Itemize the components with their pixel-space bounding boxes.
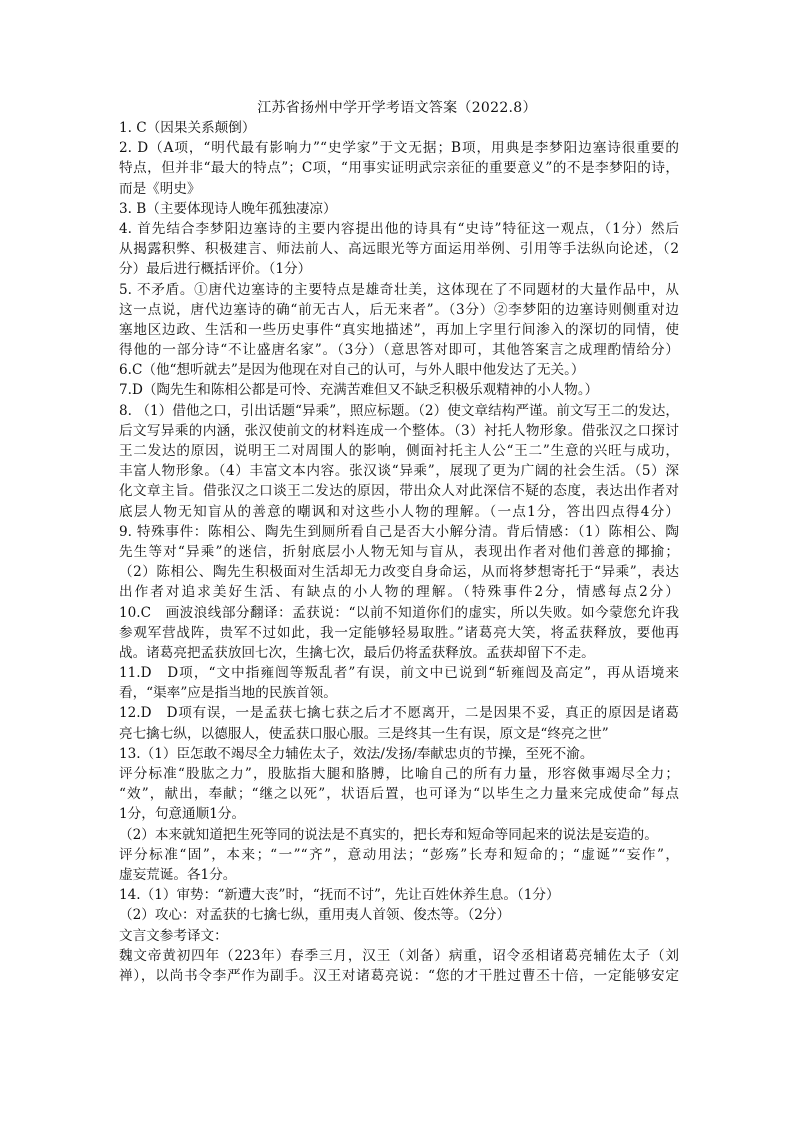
text-line: 1. C（因果关系颠倒） — [119, 120, 256, 136]
text-line: 丰富人物形象。（4）丰富文本内容。张汉谈“异乘”，展现了更为广阔的社会生活。（5）深 — [119, 463, 679, 480]
text-line: 塞地区边政、生活和一些历史事件“真实地描述”，再加上字里行间渗入的深切的同情，使 — [119, 321, 679, 338]
text-line: 13.（1）臣怎敢不竭尽全力辅佐太子，效法/发扬/奉献忠贞的节操，至死不渝。 — [119, 745, 594, 762]
text-line: 王二发达的原因，说明王二对周围人的影响，侧面衬托主人公“王二”生意的兴旺与成功， — [119, 443, 679, 459]
text-line: （2）本来就知道把生死等同的说法是不真实的，把长寿和短命等同起来的说法是妄造的。 — [119, 826, 658, 843]
text-line: 看，“渠率”应是指当地的民族首领。 — [119, 685, 337, 702]
text-line: 禅），以尚书令李严作为副手。汉王对诸葛亮说：“您的才干胜过曹丕十倍，一定能够安定 — [119, 967, 679, 984]
text-line: 11.D D项，“文中指雍闿等叛乱者”有误，前文中已说到“斩雍闿及高定”，再从语境来 — [119, 665, 679, 682]
text-line: 出作者对追求美好生活、有缺点的小人物的理解。（特殊事件2分，情感每点2分） — [119, 584, 679, 601]
text-line: 1分，句意通顺1分。 — [119, 806, 246, 823]
text-line: 7.D（陶先生和陈相公都是可怜、充满苦难但又不缺乏积极乐观精神的小人物。） — [119, 382, 599, 399]
text-line: 特点，但并非“最大的特点”；C项，“用事实证明武宗亲征的重要意义”的不是李梦阳的诗， — [119, 160, 679, 177]
text-line: 8. （1）借他之口，引出话题“异乘”，照应标题。（2）使文章结构严谨。前文写王二的发达， — [119, 402, 679, 419]
text-line: 后文写异乘的内涵，张汉使前文的材料连成一个整体。（3）衬托人物形象。借张汉之口探讨 — [119, 422, 679, 439]
text-line: 虚妄荒诞。各1分。 — [119, 866, 237, 883]
text-line: 12.D D项有误，一是孟获七擒七获之后才不愿离开，二是因果不妥，真正的原因是诸葛 — [119, 705, 679, 722]
text-line: 评分标准“固”，本来；“一”“齐”，意动用法；“彭殇”长寿和短命的；“虚诞”“妄作”， — [119, 846, 679, 863]
text-line: 魏文帝黄初四年（223年）春季三月，汉王（刘备）病重，诏令丞相诸葛亮辅佐太子（刘 — [119, 947, 679, 964]
text-line: 先生等对“异乘”的迷信，折射底层小人物无知与盲从，表现出作者对他们善意的揶揄； — [119, 543, 679, 560]
text-line: 14.（1）审势：“新遭大丧”时，“抚而不讨”，先让百姓休养生息。（1分） — [119, 887, 560, 904]
text-line: 2. D（A项，“明代最有影响力”“史学家”于文无据；B项，用典是李梦阳边塞诗很重要的 — [119, 140, 679, 157]
text-line: 化文章主旨。借张汉之口谈王二发达的原因，带出众人对此深信不疑的态度，表达出作者对 — [119, 483, 679, 500]
text-line: 战。诸葛亮把孟获放回七次，生擒七次，最后仍将孟获释放。孟获却留下不走。 — [119, 644, 595, 661]
text-line: 分）最后进行概括评价。（1分） — [119, 261, 312, 278]
text-line: 评分标准“股肱之力”，股肱指大腿和胳膊，比喻自己的所有力量，形容傚事竭尽全力； — [119, 766, 679, 782]
text-line: （2）陈相公、陶先生积极面对生活却无力改变自身命运，从而将梦想寄托于“异乘”，表达 — [119, 564, 679, 581]
text-line: 5. 不矛盾。①唐代边塞诗的主要特点是雄奇壮美，这体现在了不同题材的大量作品中，从 — [119, 281, 679, 298]
text-line: 从揭露积弊、积极建言、师法前人、高远眼光等方面运用举例、引用等手法纵向论述，（2 — [119, 241, 679, 258]
answer-text-body — [119, 118, 679, 986]
text-line: 3. B（主要体现诗人晚年孤独凄凉） — [119, 200, 337, 217]
text-line: 参观军营战阵，贵军不过如此，我一定能够轻易取胜。”诸葛亮大笑，将孟获释放，要他再 — [119, 624, 679, 641]
text-line: “效”，献出，奉献；“继之以死”，状语后置，也可译为“以毕生之力量来完成使命”每点 — [119, 786, 679, 803]
text-line: 6.C（他“想听就去”是因为他现在对自己的认可，与外人眼中他发达了无关。） — [119, 362, 585, 379]
page-title: 江苏省扬州中学开学考语文答案（2022.8） — [257, 100, 537, 116]
text-line: 9. 特殊事件：陈相公、陶先生到厕所看自己是否大小解分清。背后情感：（1）陈相公、陶 — [119, 523, 679, 540]
text-line: 而是《明史》 — [119, 180, 201, 197]
text-line: 10.C 画波浪线部分翻译：孟获说：“以前不知道你们的虚实，所以失败。如今蒙您允许我 — [119, 604, 679, 621]
text-line: （2）攻心：对孟获的七擒七纵，重用夷人首领、俊杰等。（2分） — [119, 907, 511, 924]
text-line: 底层人物无知盲从的善意的嘲讽和对这些小人物的理解。（一点1分，答出四点得4分） — [119, 503, 679, 520]
text-line: 得他的一部分诗“不让盛唐名家”。（3分）（意思答对即可，其他答案言之成理酌情给分） — [119, 342, 679, 359]
text-line: 4. 首先结合李梦阳边塞诗的主要内容提出他的诗具有“史诗”特征这一观点，（1分）然后 — [119, 220, 679, 237]
text-line: 亮七擒七纵，以德服人，使孟获口服心服。三是终其一生有误，原文是“终亮之世” — [119, 725, 609, 742]
text-line: 这一点说，唐代边塞诗的确“前无古人，后无来者”。（3分）②李梦阳的边塞诗则侧重对边 — [119, 301, 679, 318]
text-line: 文言文参考译文： — [119, 927, 228, 944]
